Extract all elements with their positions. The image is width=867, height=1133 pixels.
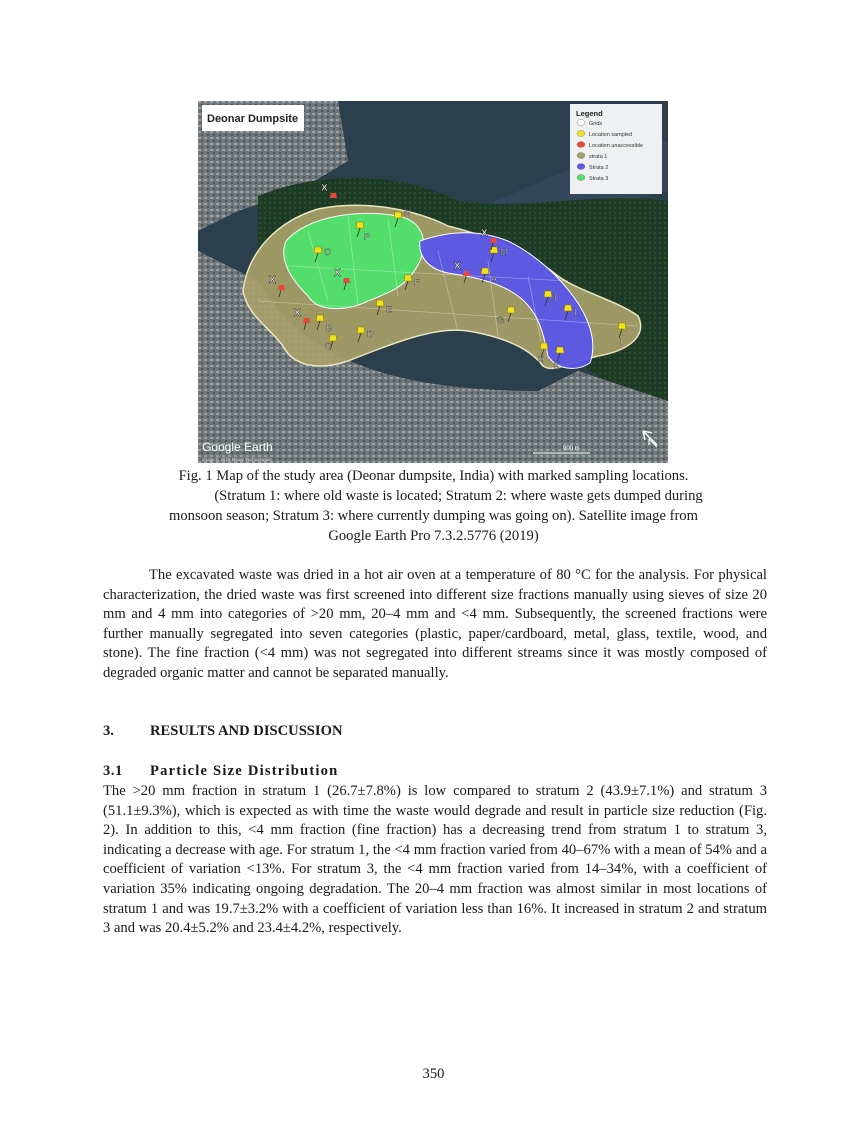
legend-swatch [577,120,585,126]
map-legend [570,104,662,194]
svg-text:X: X [321,183,328,194]
svg-text:A: A [491,274,498,284]
subsection-title: Particle Size Distribution [150,763,339,779]
legend-item-label: strata 1 [589,154,608,160]
legend-swatch [577,164,585,170]
legend-item-label: Grids [589,121,603,127]
legend-title: Legend [576,109,603,118]
svg-text:X: X [454,261,461,272]
svg-text:B: B [326,323,333,333]
svg-text:G: G [497,315,505,325]
svg-text:N: N [404,208,411,218]
svg-text:C: C [325,341,332,351]
legend-swatch [577,142,585,148]
svg-text:F: F [414,277,420,287]
svg-text:J: J [552,293,557,303]
figure-caption-line-2: (Stratum 1: where old waste is located; Stratum 2: where waste gets dumped during [214,488,703,504]
figure-caption-line-1: Fig. 1 Map of the study area (Deonar dumpsite, India) with marked sampling locations. [178,468,689,484]
svg-text:P: P [364,232,371,242]
legend-swatch [577,131,585,137]
svg-text:H: H [538,355,545,365]
legend-item-label: Strata 3 [589,176,609,182]
page-number: 350 [422,1066,445,1082]
svg-text:E: E [386,304,393,314]
google-earth-watermark: Google Earth [202,440,273,454]
legend-item-label: Strata 2 [589,165,609,171]
results-paragraph: The >20 mm fraction in stratum 1 (26.7±7.8%) is low compared to stratum 2 (43.9±7.1%) and stratum 3 (51.1±9.3%), which is expected as with time the waste would degrade and result in particle size reduction (Fig. 2). In addition to this, <4 mm fraction (fine fraction) has a decreasing trend from stratum 1 to stratum 3, indicating a decrease with age. For stratum 1, the <4 mm fraction varied from 40–67% with a mean of 54% and a coefficient of variation <13%. For stratum 3, the <4 mm fraction varied from 14–34%, with a coefficient of variation 35% indicating ongoing degradation. The 20–4 mm fraction was almost similar in most locations of stratum 1 and was 19.7±3.2% with a coefficient of variation less than 16%. It increased in stratum 2 and stratum 3 and was 20.4±5.2% and 23.4±4.2%, respectively. [103,783,767,937]
svg-text:X: X [481,228,488,239]
map-title: Deonar Dumpsite [207,113,299,125]
svg-text:O: O [324,247,332,257]
svg-text:K: K [554,361,561,371]
svg-text:L: L [574,307,580,317]
svg-text:D: D [367,329,374,339]
figure-caption-line-3: monsoon season; Stratum 3: where currently dumping was going on). Satellite image from [169,508,698,524]
section-number: 3. [103,723,114,739]
legend-item-label: Location sampled [589,132,633,138]
image-credit: Image © 2019 Maxar Technologies [202,457,272,462]
scale-label: 900 m [563,446,580,452]
methods-paragraph: The excavated waste was dried in a hot air oven at a temperature of 80 °C for the analysis. For physical characterization, the dried waste was first screened into different size fractions manually using sieves of size 20 mm and 4 mm into categories of >20 mm, 20–4 mm and <4 mm. Subsequently, the screened fractions were further manually segregated into seven categories (plastic, paper/cardboard, metal, glass, textile, wood, and stone). The fine fraction (<4 mm) was not segregated into different streams since it was mostly composed of degraded organic matter and cannot be separated manually. [103,567,767,681]
section-title: RESULTS AND DISCUSSION [150,723,343,739]
figure-caption-line-4: Google Earth Pro 7.3.2.5776 (2019) [328,528,539,544]
legend-swatch [577,153,585,159]
svg-text:X: X [269,275,276,286]
subsection-number: 3.1 [103,763,123,779]
legend-item-label: Location unaccessible [589,143,644,149]
svg-text:X: X [334,268,341,279]
legend-swatch [577,175,585,181]
svg-text:M: M [500,247,508,257]
svg-text:X: X [294,308,301,319]
svg-text:I: I [620,337,623,347]
study-area-map [198,101,668,463]
